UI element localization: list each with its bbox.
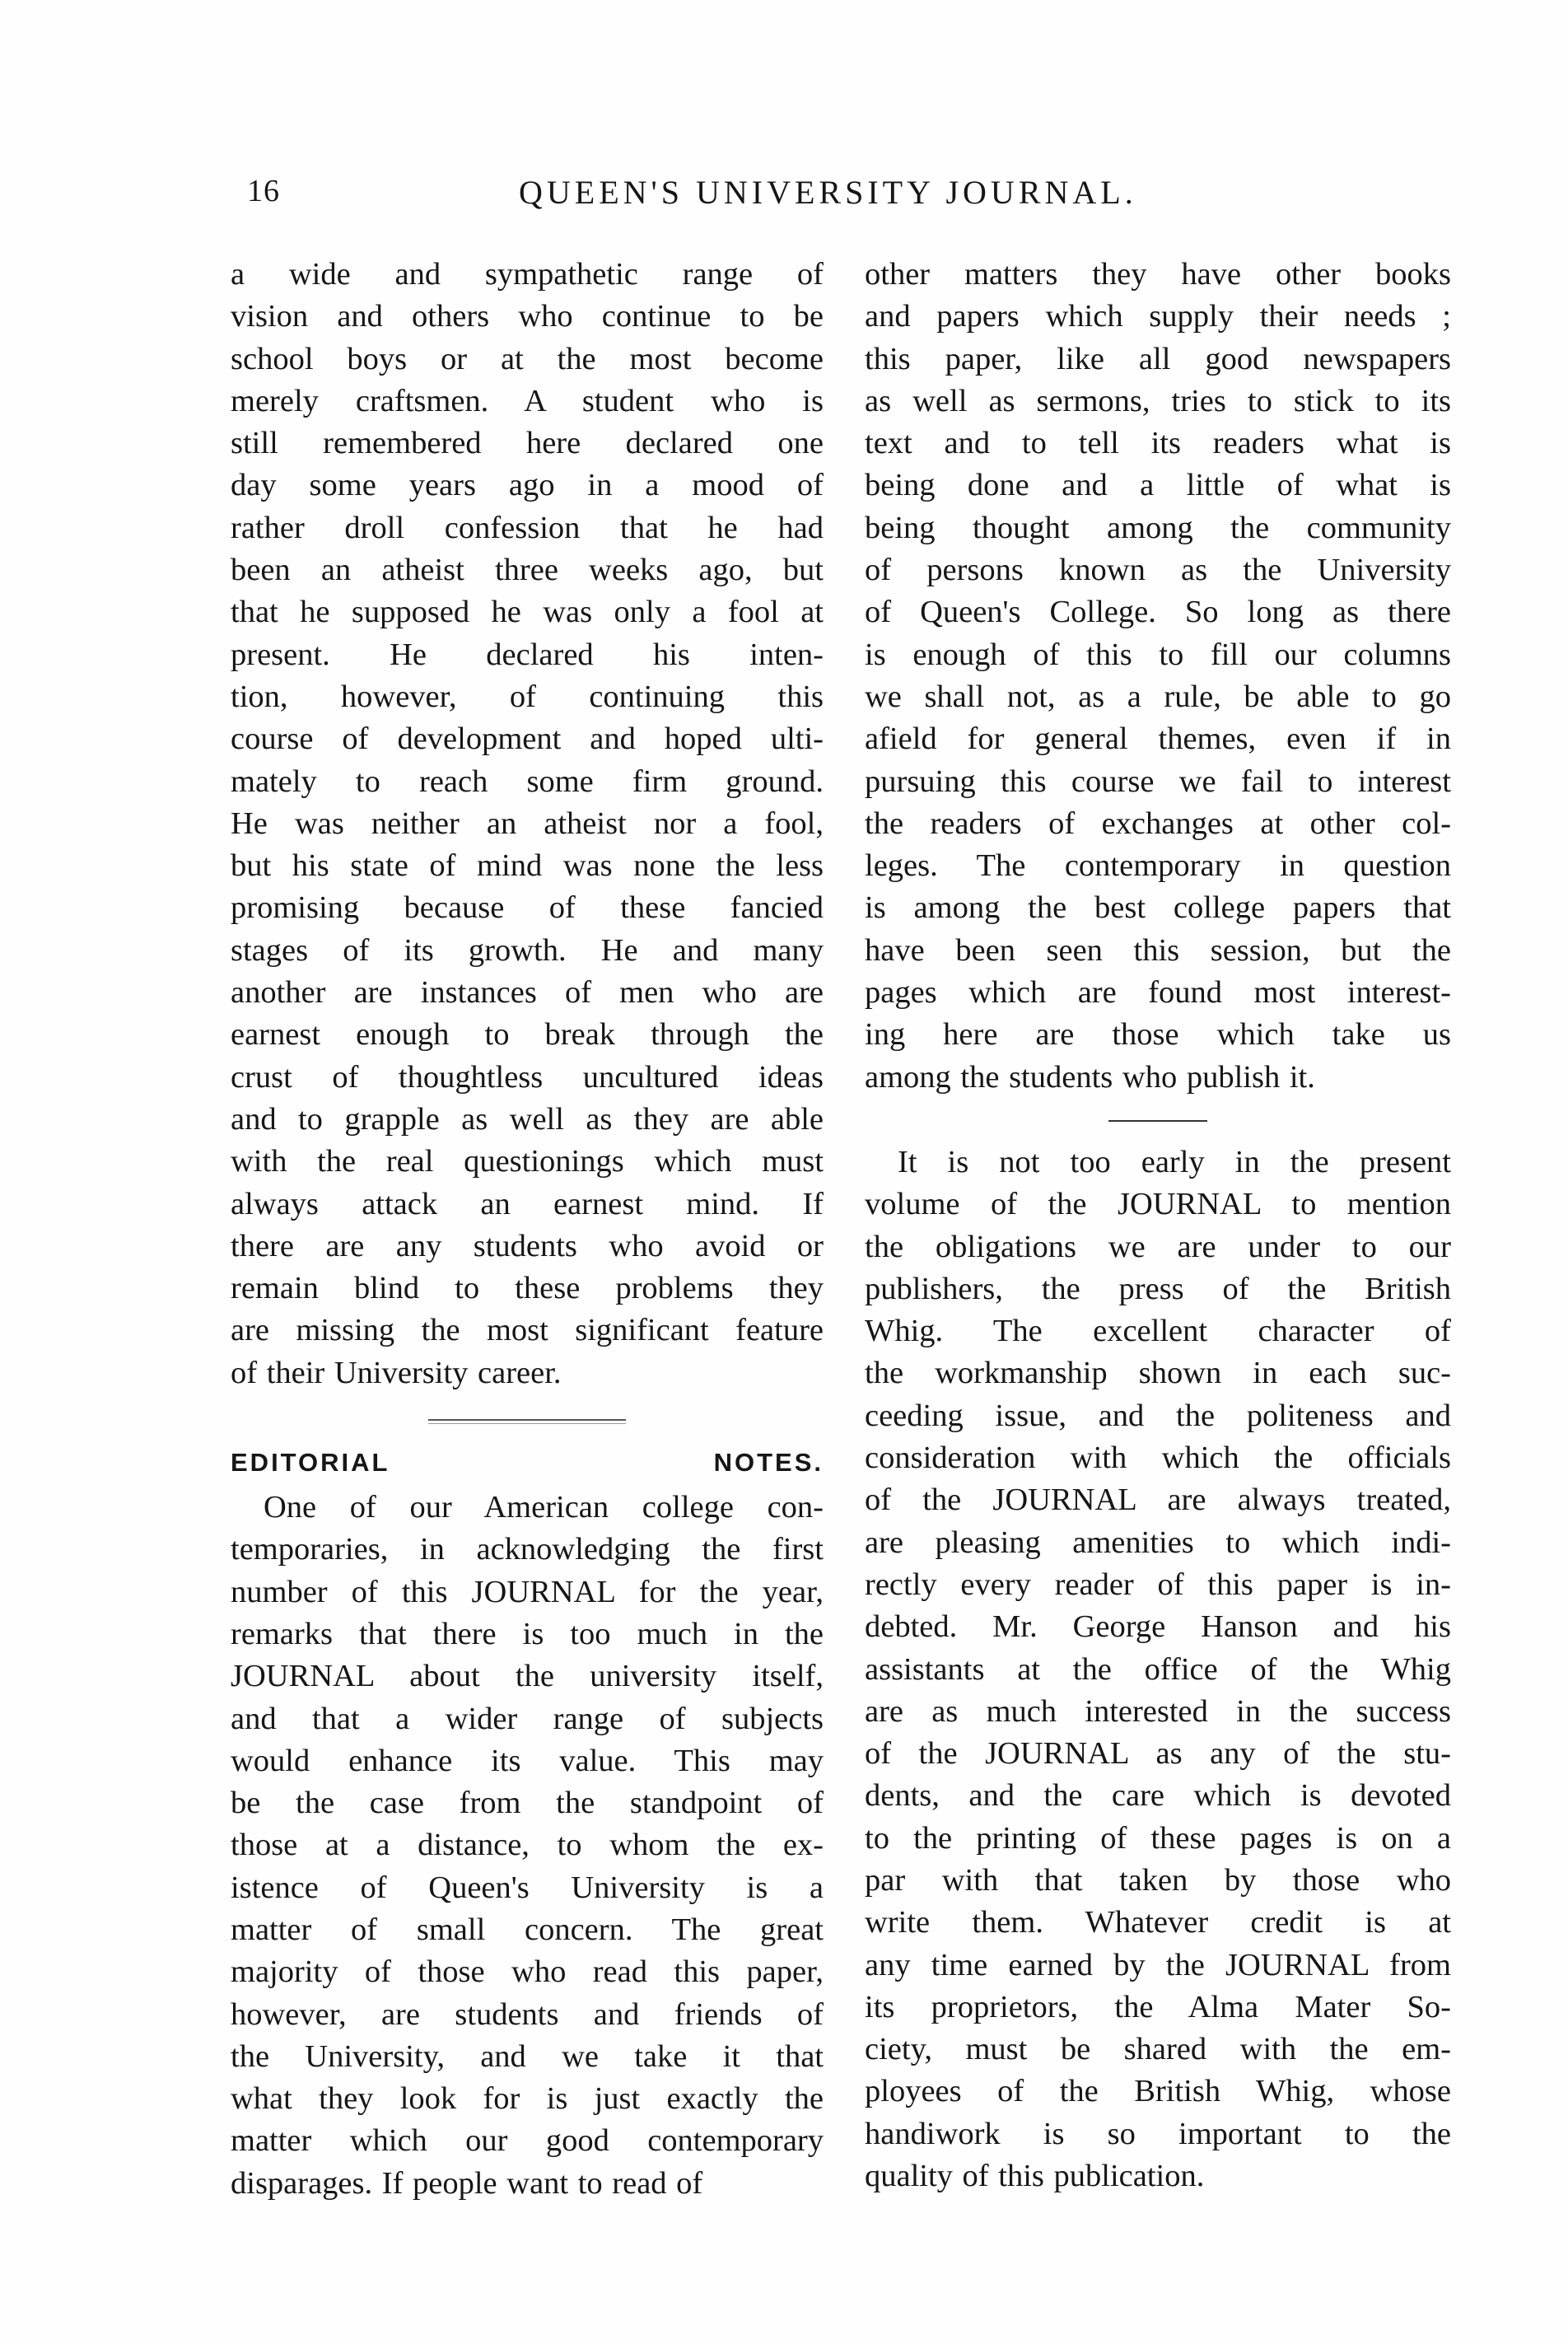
text-line: write them. Whatever credit is at [865,1905,1451,1940]
text-line: publishers, the press of the British [865,1271,1451,1306]
text-line: handiwork is so important to the [865,2116,1451,2151]
text-line: always attack an earnest mind. If [231,1186,824,1221]
text-line: as well as sermons, tries to stick to its [865,383,1451,418]
text-line: present. He declared his inten- [231,637,824,672]
section-divider-double [428,1419,626,1424]
text-line: One of our American college con- [264,1490,824,1525]
text-line: day some years ago in a mood of [231,468,824,503]
text-line: what they look for is just exactly the [231,2081,824,2117]
text-line: other matters they have other books [865,257,1451,292]
text-line: rather droll confession that he had [231,510,824,545]
text-line: vision and others who continue to be [231,299,824,334]
text-line: still remembered here declared one [231,426,824,461]
text-line: be the case from the standpoint of [231,1786,824,1821]
text-line: crust of thoughtless uncultured ideas [231,1059,824,1095]
text-line: stages of its growth. He and many [231,932,824,968]
text-line: among the students who publish it. [865,1059,1315,1095]
text-line: assistants at the office of the Whig [865,1651,1451,1687]
text-line: pages which are found most interest- [865,975,1451,1011]
text-line: any time earned by the JOURNAL from [865,1947,1451,1982]
text-line: are missing the most significant feature [231,1313,824,1348]
text-line: tion, however, of continuing this [231,679,824,714]
text-line: dents, and the care which is devoted [865,1778,1451,1814]
text-line: school boys or at the most become [231,341,824,376]
text-line: the workmanship shown in each suc- [865,1356,1451,1391]
text-line: of Queen's College. So long as there [865,595,1451,630]
text-line: there are any students who avoid or [231,1228,824,1263]
text-line: remain blind to these problems they [231,1271,824,1306]
text-line: matter which our good contemporary [231,2123,824,2159]
journal-title: QUEEN'S UNIVERSITY JOURNAL. [519,174,1137,211]
text-line: earnest enough to break through the [231,1017,824,1053]
text-line: of their University career. [231,1355,562,1390]
left-paragraph-editorial [231,1487,824,2205]
text-line: but his state of mind was none the less [231,848,824,884]
page-header [247,173,1178,222]
left-column [231,254,824,2205]
text-line: to the printing of these pages is on a [865,1820,1451,1856]
text-line: of the JOURNAL as any of the stu- [865,1736,1451,1772]
text-line: course of development and hoped ulti- [231,721,824,757]
right-paragraph-continued [865,254,1451,1099]
text-line: however, are students and friends of [231,1996,824,2032]
text-line: being thought among the community [865,510,1451,545]
text-line: ing here are those which take us [865,1017,1451,1053]
text-line: of persons known as the University [865,553,1451,588]
section-divider-single [1108,1120,1207,1122]
text-line: consideration with which the officials [865,1440,1451,1476]
section-heading-editorial-notes: EDITORIAL NOTES. [231,1448,824,1478]
text-line: are as much interested in the success [865,1693,1451,1729]
text-line: He was neither an atheist nor a fool, [231,805,824,841]
text-line: those at a distance, to whom the ex- [231,1828,824,1863]
text-line: number of this JOURNAL for the year, [231,1574,824,1609]
text-line: of the JOURNAL are always treated, [865,1483,1451,1518]
text-line: been an atheist three weeks ago, but [231,553,824,588]
text-line: ployees of the British Whig, whose [865,2074,1451,2109]
text-line: being done and a little of what is [865,468,1451,503]
text-line: and papers which supply their needs ; [865,299,1451,334]
text-line: quality of this publication. [865,2159,1205,2194]
text-line: mately to reach some firm ground. [231,763,824,799]
text-line: matter of small concern. The great [231,1912,824,1947]
text-line: this paper, like all good newspapers [865,341,1451,376]
text-line: have been seen this session, but the [865,932,1451,968]
text-line: merely craftsmen. A student who is [231,383,824,418]
text-line: are pleasing amenities to which indi- [865,1525,1451,1560]
text-line: leges. The contemporary in question [865,848,1451,884]
page-number: 16 [247,174,280,208]
text-line: rectly every reader of this paper is in- [865,1567,1451,1602]
text-line: majority of those who read this paper, [231,1954,824,1990]
text-line: temporaries, in acknowledging the first [231,1532,824,1567]
text-line: with the real questionings which must [231,1144,824,1179]
right-paragraph-publishers [865,1142,1451,2197]
text-line: its proprietors, the Alma Mater So- [865,1989,1451,2024]
text-line: text and to tell its readers what is [865,426,1451,461]
text-line: ciety, must be shared with the em- [865,2032,1451,2067]
right-column [865,254,1451,2197]
text-line: remarks that there is too much in the [231,1616,824,1651]
text-line: afield for general themes, even if in [865,721,1451,757]
text-line: promising because of these fancied [231,890,824,926]
text-line: the obligations we are under to our [865,1229,1451,1264]
text-line: the University, and we take it that [231,2038,824,2074]
text-line: and that a wider range of subjects [231,1701,824,1736]
text-line: and to grapple as well as they are able [231,1101,824,1137]
text-line: volume of the JOURNAL to mention [865,1187,1451,1222]
text-line: the readers of exchanges at other col- [865,805,1451,841]
text-line: that he supposed he was only a fool at [231,595,824,630]
text-line: would enhance its value. This may [231,1743,824,1778]
text-line: pursuing this course we fail to interest [865,763,1451,799]
text-line: ceeding issue, and the politeness and [865,1398,1451,1433]
text-line: JOURNAL about the university itself, [231,1659,824,1694]
text-line: is enough of this to fill our columns [865,637,1451,672]
text-line: debted. Mr. George Hanson and his [865,1609,1451,1645]
text-line: is among the best college papers that [865,890,1451,926]
text-line: disparages. If people want to read of [231,2165,703,2201]
text-line: par with that taken by those who [865,1862,1451,1898]
text-line: Whig. The excellent character of [865,1314,1451,1349]
text-line: a wide and sympathetic range of [231,257,824,292]
text-line: another are instances of men who are [231,975,824,1011]
text-line: It is not too early in the present [898,1144,1451,1179]
text-line: istence of Queen's University is a [231,1870,824,1905]
left-paragraph-continued [231,254,824,1394]
text-line: we shall not, as a rule, be able to go [865,679,1451,714]
